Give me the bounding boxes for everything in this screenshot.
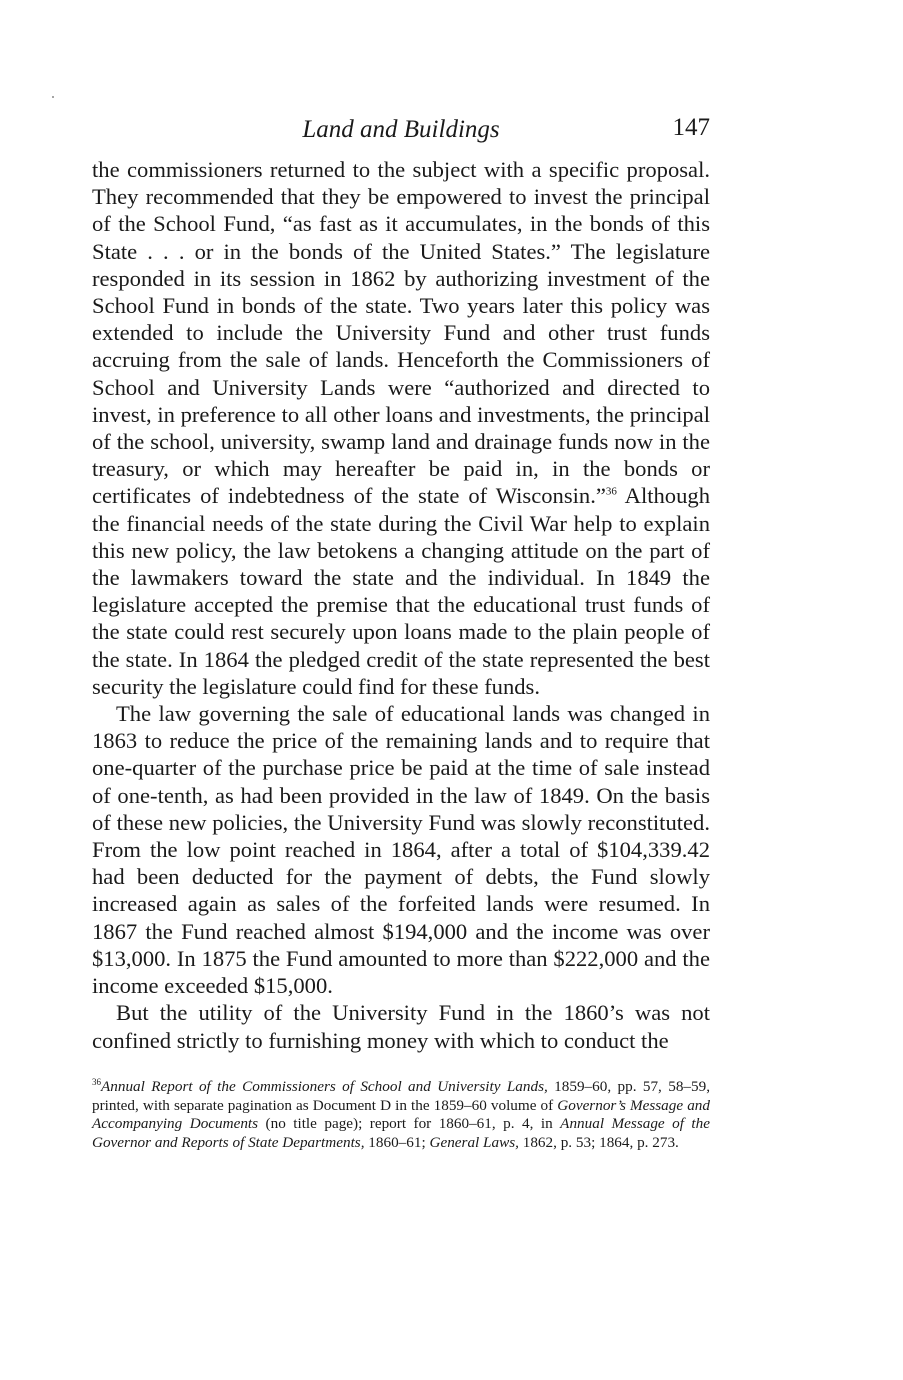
paragraph-2: The law governing the sale of educational lands was changed in 1863 to reduce the price of the remaining lands and to require that one-quarter of the purchase price be paid at the time of sale instead of one-tenth, as had been provided in the law of 1849. On the basis of these new policies, the University Fund was slowly reconstituted. From the low point reached in 1864, after a total of $104,339.42 had been deducted for the payment of debts, the Fund slowly increased again as sales of the forfeited lands were resumed. In 1867 the Fund reached almost $194,000 and the income was over $13,000. In 1875 the Fund amounted to more than $222,000 and the income exceeded $15,000. xyxy=(92,701,710,999)
page-header xyxy=(92,112,710,152)
running-head: Land and Buildings xyxy=(302,116,500,143)
book-page xyxy=(92,112,710,1153)
paragraph-1-text-a: the commissioners returned to the subject with a specific proposal. They recommended that they be empowered to invest the principal of the School Fund, “as fast as it accumulates, in the bonds of this State . . . or in the bonds of the United States.” The legislature responded in its session in 1862 by authorizing investment of the School Fund in bonds of the state. Two years later this policy was extended to include the University Fund and other trust funds accruing from the sale of lands. Henceforth the Commissioners of School and University Lands were “authorized and directed to invest, in preference to all other loans and investments, the principal of the school, university, swamp land and drainage funds now in the treasury, or which may hereafter be paid in, in the bonds or certificates of indebtedness of the state of Wisconsin.” xyxy=(92,157,710,509)
footnote-annual-message-title: Annual Message of the Governor and Reports of State Departments, xyxy=(92,1115,710,1152)
page-number: 147 xyxy=(672,114,710,141)
body-text xyxy=(92,156,710,1054)
footnote-reference: 36 xyxy=(605,485,617,498)
paragraph-3: But the utility of the University Fund in the 1860’s was not confined strictly to furnishing money with which to conduct the xyxy=(92,1000,710,1053)
scan-speck xyxy=(52,96,54,98)
footnote-text-2: (no title page); report for 1860–61, p. 4, in xyxy=(258,1115,561,1133)
footnote-text-3: 1860–61; xyxy=(364,1134,430,1152)
footnote-text-4: 1862, p. 53; 1864, p. 273. xyxy=(518,1134,679,1152)
paragraph-1-text-b: Although the financial needs of the state during the Civil War help to explain this new policy, the law betokens a changing attitude on the part of the lawmakers toward the state and the individual. In 1849 the legislature accepted the premise that the educational trust funds of the state could rest securely upon loans made to the plain people of the state. In 1864 the pledged credit of the state represented the best security the legislature could find for these funds. xyxy=(92,483,710,699)
footnote-source-title: Annual Report of the Commissioners of School and University Lands, xyxy=(101,1077,548,1095)
footnote xyxy=(92,1078,710,1153)
footnote-general-laws-title: General Laws, xyxy=(429,1134,519,1152)
footnote-text-1: 1859–60, pp. 57, 58–59, printed, with separate pagination as Document D in the 1859–60 volume of xyxy=(92,1077,711,1114)
footnote-mark: 36 xyxy=(92,1076,101,1087)
paragraph-1 xyxy=(92,156,710,700)
footnote-volume-title: Governor’s Message and Accompanying Documents xyxy=(92,1096,710,1133)
